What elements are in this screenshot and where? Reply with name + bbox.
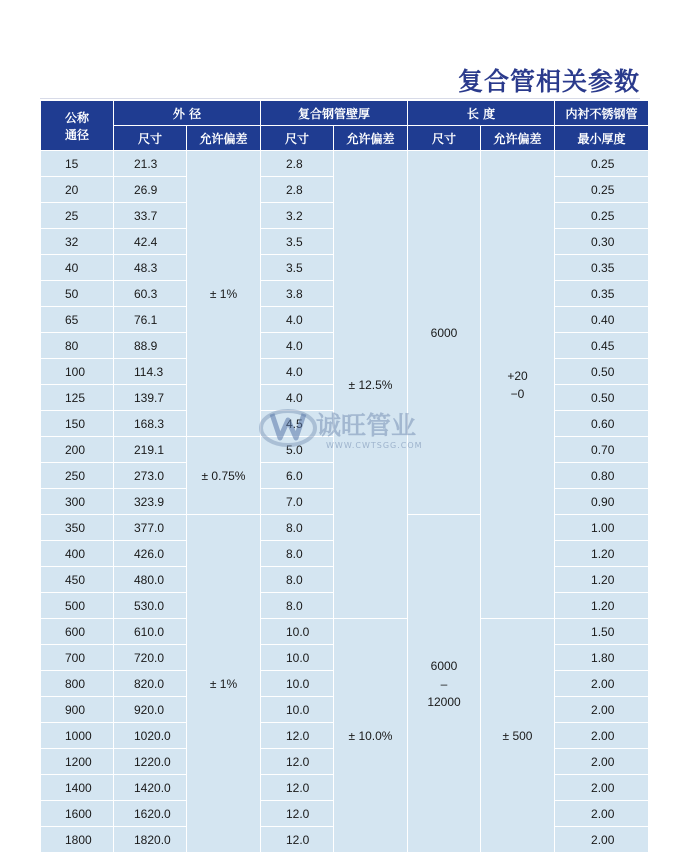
cell-wall-tolerance: ± 12.5%: [334, 151, 407, 618]
cell-outer-diameter: 168.3: [114, 411, 186, 436]
cell-wall-thickness: 8.0: [261, 515, 333, 540]
cell-outer-diameter: 530.0: [114, 593, 186, 618]
cell-length-size-line: 12000: [427, 694, 461, 709]
cell-wall-thickness: 7.0: [261, 489, 333, 514]
cell-outer-diameter: 1620.0: [114, 801, 186, 826]
params-table-wrapper: [40, 100, 640, 853]
cell-liner-min-thickness: 1.80: [555, 645, 648, 670]
cell-nominal-diameter: 1400: [41, 775, 113, 800]
cell-outer-diameter: 88.9: [114, 333, 186, 358]
cell-liner-min-thickness: 0.60: [555, 411, 648, 436]
subheader-od-size: 尺寸: [114, 126, 186, 150]
cell-wall-thickness: 3.5: [261, 229, 333, 254]
title-divider: [40, 98, 640, 99]
cell-wall-thickness: 10.0: [261, 619, 333, 644]
cell-liner-min-thickness: 0.25: [555, 151, 648, 176]
cell-nominal-diameter: 1600: [41, 801, 113, 826]
cell-liner-min-thickness: 0.25: [555, 203, 648, 228]
header-liner-line2: 最小厚度: [555, 126, 648, 150]
cell-nominal-diameter: 700: [41, 645, 113, 670]
cell-outer-diameter: 48.3: [114, 255, 186, 280]
cell-od-tolerance: ± 1%: [187, 151, 260, 436]
cell-liner-min-thickness: 1.20: [555, 593, 648, 618]
cell-wall-thickness: 3.5: [261, 255, 333, 280]
cell-length-tolerance-line: −0: [510, 386, 525, 401]
cell-wall-thickness: 3.2: [261, 203, 333, 228]
header-liner-line1: 内衬不锈钢管: [555, 101, 648, 125]
cell-outer-diameter: 219.1: [114, 437, 186, 462]
cell-nominal-diameter: 600: [41, 619, 113, 644]
cell-liner-min-thickness: 0.25: [555, 177, 648, 202]
cell-nominal-diameter: 800: [41, 671, 113, 696]
page-title: 复合管相关参数: [457, 67, 640, 96]
cell-outer-diameter: 21.3: [114, 151, 186, 176]
cell-outer-diameter: 76.1: [114, 307, 186, 332]
cell-liner-min-thickness: 1.20: [555, 541, 648, 566]
cell-nominal-diameter: 400: [41, 541, 113, 566]
cell-outer-diameter: 114.3: [114, 359, 186, 384]
cell-outer-diameter: 720.0: [114, 645, 186, 670]
subheader-wall-size: 尺寸: [261, 126, 333, 150]
table-body: [41, 151, 648, 852]
subheader-od-tolerance: 允许偏差: [187, 126, 260, 150]
cell-wall-thickness: 5.0: [261, 437, 333, 462]
cell-outer-diameter: 920.0: [114, 697, 186, 722]
cell-wall-thickness: 12.0: [261, 775, 333, 800]
cell-liner-min-thickness: 0.35: [555, 281, 648, 306]
cell-outer-diameter: 273.0: [114, 463, 186, 488]
cell-outer-diameter: 60.3: [114, 281, 186, 306]
cell-nominal-diameter: 1800: [41, 827, 113, 852]
cell-outer-diameter: 33.7: [114, 203, 186, 228]
cell-liner-min-thickness: 2.00: [555, 827, 648, 852]
cell-wall-thickness: 12.0: [261, 827, 333, 852]
cell-nominal-diameter: 25: [41, 203, 113, 228]
cell-liner-min-thickness: 0.45: [555, 333, 648, 358]
subheader-length-size: 尺寸: [408, 126, 480, 150]
header-nominal-diameter: [41, 101, 113, 150]
cell-length-tolerance: [481, 151, 554, 618]
cell-wall-thickness: 6.0: [261, 463, 333, 488]
cell-nominal-diameter: 450: [41, 567, 113, 592]
cell-liner-min-thickness: 2.00: [555, 671, 648, 696]
cell-wall-tolerance: ± 10.0%: [334, 619, 407, 852]
cell-liner-min-thickness: 2.00: [555, 775, 648, 800]
cell-wall-thickness: 12.0: [261, 801, 333, 826]
header-nominal-line1: 公称: [64, 110, 89, 125]
cell-liner-min-thickness: 0.50: [555, 385, 648, 410]
cell-nominal-diameter: 1000: [41, 723, 113, 748]
cell-nominal-diameter: 1200: [41, 749, 113, 774]
cell-length-tolerance-line: +20: [507, 368, 528, 383]
cell-liner-min-thickness: 2.00: [555, 801, 648, 826]
cell-od-tolerance: ± 0.75%: [187, 437, 260, 514]
cell-wall-thickness: 4.0: [261, 333, 333, 358]
cell-nominal-diameter: 100: [41, 359, 113, 384]
cell-liner-min-thickness: 0.90: [555, 489, 648, 514]
cell-outer-diameter: 377.0: [114, 515, 186, 540]
header-outer-diameter: 外 径: [114, 101, 260, 125]
cell-wall-thickness: 4.0: [261, 307, 333, 332]
table-row: [41, 619, 648, 644]
cell-outer-diameter: 323.9: [114, 489, 186, 514]
cell-nominal-diameter: 32: [41, 229, 113, 254]
cell-nominal-diameter: 20: [41, 177, 113, 202]
cell-wall-thickness: 3.8: [261, 281, 333, 306]
cell-outer-diameter: 1020.0: [114, 723, 186, 748]
cell-liner-min-thickness: 1.00: [555, 515, 648, 540]
cell-nominal-diameter: 65: [41, 307, 113, 332]
cell-wall-thickness: 12.0: [261, 749, 333, 774]
cell-outer-diameter: 1220.0: [114, 749, 186, 774]
cell-liner-min-thickness: 1.20: [555, 567, 648, 592]
cell-liner-min-thickness: 2.00: [555, 723, 648, 748]
cell-length-tolerance: ± 500: [481, 619, 554, 852]
cell-wall-thickness: 8.0: [261, 567, 333, 592]
params-table: [40, 100, 649, 853]
header-wall-thickness: 复合钢管壁厚: [261, 101, 407, 125]
header-nominal-line2: 通径: [64, 127, 89, 142]
cell-nominal-diameter: 350: [41, 515, 113, 540]
cell-nominal-diameter: 80: [41, 333, 113, 358]
subheader-wall-tolerance: 允许偏差: [334, 126, 407, 150]
cell-outer-diameter: 1420.0: [114, 775, 186, 800]
cell-liner-min-thickness: 0.30: [555, 229, 648, 254]
cell-outer-diameter: 480.0: [114, 567, 186, 592]
cell-outer-diameter: 26.9: [114, 177, 186, 202]
header-length: 长 度: [408, 101, 554, 125]
cell-outer-diameter: 139.7: [114, 385, 186, 410]
cell-liner-min-thickness: 2.00: [555, 749, 648, 774]
cell-nominal-diameter: 300: [41, 489, 113, 514]
cell-wall-thickness: 8.0: [261, 593, 333, 618]
cell-wall-thickness: 8.0: [261, 541, 333, 566]
cell-length-size-line: 6000: [430, 658, 458, 673]
cell-length-size-line: –: [440, 676, 448, 691]
cell-liner-min-thickness: 1.50: [555, 619, 648, 644]
cell-nominal-diameter: 50: [41, 281, 113, 306]
cell-nominal-diameter: 900: [41, 697, 113, 722]
cell-length-size: 6000: [408, 151, 480, 514]
cell-liner-min-thickness: 0.80: [555, 463, 648, 488]
cell-wall-thickness: 10.0: [261, 671, 333, 696]
cell-liner-min-thickness: 0.40: [555, 307, 648, 332]
cell-nominal-diameter: 200: [41, 437, 113, 462]
cell-wall-thickness: 10.0: [261, 697, 333, 722]
cell-liner-min-thickness: 2.00: [555, 697, 648, 722]
cell-wall-thickness: 4.0: [261, 359, 333, 384]
table-row: [41, 151, 648, 176]
cell-liner-min-thickness: 0.35: [555, 255, 648, 280]
cell-od-tolerance: ± 1%: [187, 515, 260, 852]
cell-nominal-diameter: 500: [41, 593, 113, 618]
cell-wall-thickness: 4.5: [261, 411, 333, 436]
cell-outer-diameter: 610.0: [114, 619, 186, 644]
cell-outer-diameter: 820.0: [114, 671, 186, 696]
cell-liner-min-thickness: 0.50: [555, 359, 648, 384]
cell-wall-thickness: 12.0: [261, 723, 333, 748]
cell-nominal-diameter: 40: [41, 255, 113, 280]
watermark-text: 诚旺管业: [316, 411, 417, 440]
cell-outer-diameter: 42.4: [114, 229, 186, 254]
cell-wall-thickness: 2.8: [261, 151, 333, 176]
cell-wall-thickness: 10.0: [261, 645, 333, 670]
cell-nominal-diameter: 150: [41, 411, 113, 436]
subheader-length-tolerance: 允许偏差: [481, 126, 554, 150]
cell-nominal-diameter: 15: [41, 151, 113, 176]
watermark-url: WWW.CWTSGG.COM: [326, 441, 423, 450]
cell-nominal-diameter: 250: [41, 463, 113, 488]
cell-outer-diameter: 426.0: [114, 541, 186, 566]
cell-length-size: [408, 515, 480, 852]
cell-outer-diameter: 1820.0: [114, 827, 186, 852]
cell-wall-thickness: 2.8: [261, 177, 333, 202]
cell-nominal-diameter: 125: [41, 385, 113, 410]
cell-wall-thickness: 4.0: [261, 385, 333, 410]
cell-liner-min-thickness: 0.70: [555, 437, 648, 462]
